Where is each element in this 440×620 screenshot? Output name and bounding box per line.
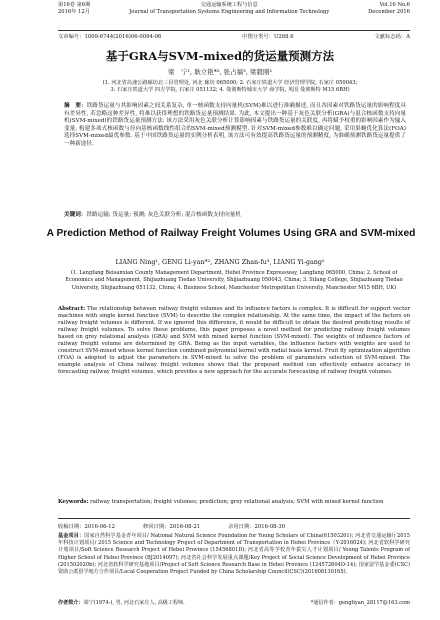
keywords-label-cn: 关键词： — [64, 212, 87, 218]
issue-info-en: Vol.16 No.6 December 2016 — [368, 2, 410, 15]
journal-header — [58, 2, 410, 31]
keywords-text-cn: 铁路运输; 货运量; 预测; 灰色关联分析; 混合核函数支持向量机 — [86, 212, 241, 218]
article-number: 文章编号：1009-6744(2016)06-0094-06 — [58, 34, 162, 40]
abstract-english — [58, 306, 410, 376]
bio-label: 作者简介： — [58, 600, 84, 606]
abstract-text-cn: 铁路货运量与其影响因素之间关系复杂, 单一核函数支持向量机(SVM)难以进行准确描述, 而且各因素对铁路货运量的影响程度具有差异性, 若忽略这种差异性, 将难以获得理想的铁路货运量预测结果. 为此, 本文提出一种基于灰色关联分析(GRA)与混合核函数支持向量机(SVM-mixed)的铁路货运量预测方法. 该方法采用灰色关联分析计算影响因素与铁路货运量的关联度, 再将赋予权重的影响因素作为输入变量, 构建多项式核函数与径向基核函数线性组合的SVM-mixed预测模型. 针对SVM-mixed参数难以确定问题, 采用果蝇优化算法(FOA)选择SVM-mixed最优参数. 基于中国铁路货运量的实例分析表明, 该方法可有效提高铁路货运量的预测精度, 为准确预测铁路货运量提供了一种新途径. — [64, 103, 406, 147]
accepted-date: 录用日期：2016-08-30 — [228, 524, 286, 530]
received-date: 收稿日期：2016-06-12 — [58, 524, 116, 530]
funding-label: 基金项目： — [58, 533, 85, 539]
corresponding-email[interactable]: *通信作者：gengliyan_28117@163.com — [310, 600, 410, 606]
funding-text: 国家自然科学基金青年项目/ National Natural Science Foundation for Young Scholars of China(61503261); 河北省交通运输厅2015年科技计划项目/ 2015 Science and Technology Project of Department of Transportation in Hebei Province（Y-2016024); 河北省软科学研究计划项目/Soft Science Research Project of Hebei Province (15456801D); 河北省高等学校青年拔尖人才计划项目/ Young Talents Program of Higher School of Hebei Province (BJ2014097); 河北省社会科学发展重点课题/Key Project of Social Science Development of Hebei Province (201502020b); 河北省软科学研究基地项目/Project of Soft Science Research Base in Hebei Province (124572604D-14); 国家留学基金委(CSC)资助公派留学地方合作项目/Local Cooperation Project Funded by China Scholarship Council(CSC)(201608130165). — [58, 533, 410, 576]
issue-info-cn: 第16卷 第6期 2016年 12月 — [58, 2, 91, 15]
journal-name: 交通运输系统工程与信息 Journal of Transportation Systems Engineering and Information Technology — [129, 2, 330, 15]
abstract-text-en: The relationship between railway freight volumes and its influence factors is complex. It is difficult for support vector machines with single kernel function (SVM) to describe the complex relationship. At the same time, the impact of the factors on railway freight volumes is different. If we ignored this difference, it would be difficult to obtain the desired predicting results of railway freight volumes. To solve these problems, this paper proposes a novel method for predicting railway freight volumes based on grey relational analysis (GRA) and SVM with mixed kernel function (SVM-mixed). The weights of influence factors of railway freight volume are determined by GRA. Being as the input variables, the influence factors with weights are used to construct SVM-mixed whose kernel function combined polynomial kernel with radial basis kernel. Fruit fly optimization algorithm (FOA) is adopted to adjust the parameters in SVM-mixed to solve the problem of parameters selection of SVM-mixed. The example analysis of China railway freight volumes shows that the proposed method can effectively enhance accuracy in forecasting railway freight volumes, which provides a new approach for the accurate forecasting of railway freight volumes. — [58, 306, 410, 375]
authors-english: LIANG Ning¹, GENG Li-yan*², ZHANG Zhan-fu³, LIANG Yi-gang² — [115, 258, 325, 266]
article-dates — [58, 522, 410, 530]
funding-note — [58, 533, 410, 576]
abstract-label-en: Abstract: — [58, 306, 86, 312]
abstract-chinese — [64, 103, 406, 149]
authors-chinese: 梁 宁¹, 耿立艳*², 张占福³, 梁毅刚² — [167, 68, 273, 76]
affiliations-english: (1. Langfang Beisanxian County Management Department, Hebei Province Expressway, Langfang 065000, China; 2. School of Economics and Management, Shijiazhuang Tiedao University, Shijiazhuang 050043, China; 3. Sifang College, Shijiazhuang Tiedao University, Shijiazhuang 051132, China; 4. Business School, Manchester Metropolitan University, Manchester M15 6BH, UK) — [65, 270, 403, 291]
bio-text: 梁宁(1974-), 男, 河北石家庄人, 高级工程师. — [83, 600, 185, 606]
affiliations-chinese: (1. 河北省高速公路廊坊北三县管理处, 河北 廊坊 065000; 2. 石家庄铁道大学 经济管理学院, 石家庄 050043; 3. 石家庄铁道大学 四方学院, 石家庄 051132; 4. 曼彻斯特城市大学 商学院, 英国 曼彻斯特 M15 6BH) — [102, 80, 358, 94]
article-meta — [58, 32, 410, 40]
keywords-english — [58, 499, 410, 506]
document-code: 文献标志码：A — [374, 34, 410, 40]
title-english: A Prediction Method of Railway Freight Volumes Using GRA and SVM-mixed — [46, 228, 416, 239]
abstract-label-cn: 摘 要： — [64, 103, 87, 109]
title-chinese: 基于GRA与SVM-mixed的货运量预测方法 — [105, 49, 335, 63]
author-bio — [58, 600, 410, 607]
footnote-divider — [58, 518, 410, 519]
revised-date: 修回日期：2016-08-21 — [143, 524, 201, 530]
keywords-label-en: Keywords: — [58, 499, 89, 505]
clc-number: 中图分类号：U268.6 — [242, 34, 294, 40]
keywords-text-en: railway transportation; freight volumes; prediction; grey relational analysis; SVM with mixed kernel function — [90, 499, 384, 505]
keywords-chinese — [64, 212, 406, 220]
